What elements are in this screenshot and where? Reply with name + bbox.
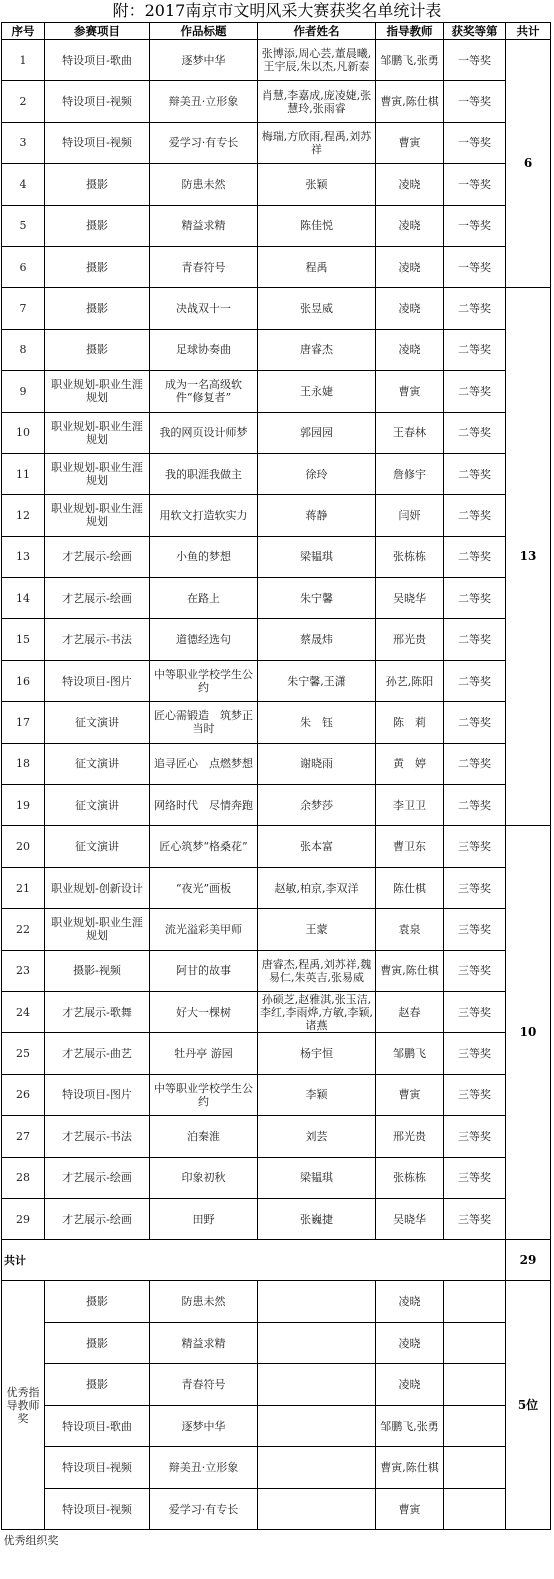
row-no: 24 xyxy=(2,991,45,1032)
group-count: 6 xyxy=(506,40,551,288)
row-work: 在路上 xyxy=(150,578,258,619)
table-row xyxy=(2,329,551,370)
row-work: 泊秦淮 xyxy=(150,1116,258,1157)
table-row xyxy=(2,1157,551,1198)
row-authors: 程禹 xyxy=(258,246,376,287)
row-no: 23 xyxy=(2,950,45,991)
excellent-count: 5位 xyxy=(506,1281,551,1530)
row-work: 逐梦中华 xyxy=(150,40,258,81)
row-award: 三等奖 xyxy=(444,1198,506,1239)
row-authors: 谢晓雨 xyxy=(258,743,376,784)
row-award: 二等奖 xyxy=(444,329,506,370)
award-table xyxy=(1,22,551,1550)
row-teacher: 李卫卫 xyxy=(376,785,444,826)
row-no: 13 xyxy=(2,536,45,577)
row-work: 爱学习·有专长 xyxy=(150,122,258,163)
row-no: 25 xyxy=(2,1033,45,1074)
excellent-row xyxy=(2,1281,551,1323)
row-authors: 王蒙 xyxy=(258,909,376,950)
row-no: 3 xyxy=(2,122,45,163)
table-row xyxy=(2,909,551,950)
row-no: 6 xyxy=(2,246,45,287)
row-project: 摄影 xyxy=(45,164,150,205)
row-authors: 肖慧,李嘉成,庞凌婕,张慧玲,张雨睿 xyxy=(258,81,376,122)
row-no: 9 xyxy=(2,371,45,412)
header-authors: 作者姓名 xyxy=(258,23,376,40)
row-project: 特设项目-视频 xyxy=(45,122,150,163)
row-no: 20 xyxy=(2,826,45,867)
total-label: 共计 xyxy=(2,1240,506,1281)
excellent-teacher: 曹寅 xyxy=(376,1488,444,1530)
row-project: 特设项目-图片 xyxy=(45,660,150,701)
header-award: 获奖等第 xyxy=(444,23,506,40)
table-row xyxy=(2,453,551,494)
row-award: 二等奖 xyxy=(444,702,506,743)
row-teacher: 凌晓 xyxy=(376,246,444,287)
row-work: 田野 xyxy=(150,1198,258,1239)
excellent-teacher: 凌晓 xyxy=(376,1322,444,1364)
row-teacher: 凌晓 xyxy=(376,288,444,329)
row-project: 才艺展示-曲艺 xyxy=(45,1033,150,1074)
row-award: 二等奖 xyxy=(444,412,506,453)
row-authors: 梁韫琪 xyxy=(258,1157,376,1198)
row-authors: 张颖 xyxy=(258,164,376,205)
row-project: 摄影 xyxy=(45,246,150,287)
header-row xyxy=(2,23,551,40)
excellent-award-empty xyxy=(444,1322,506,1364)
row-teacher: 邢光贵 xyxy=(376,1116,444,1157)
row-authors: 余梦莎 xyxy=(258,785,376,826)
row-no: 16 xyxy=(2,660,45,701)
row-no: 27 xyxy=(2,1116,45,1157)
row-no: 7 xyxy=(2,288,45,329)
row-project: 职业规划-职业生涯规划 xyxy=(45,412,150,453)
row-authors: 张博添,周心芸,董晨曦,王宇辰,朱以杰,凡新泰 xyxy=(258,40,376,81)
row-authors: 郭园园 xyxy=(258,412,376,453)
excellent-work: 辩美丑·立形象 xyxy=(150,1447,258,1489)
table-row xyxy=(2,246,551,287)
row-teacher: 张栋栋 xyxy=(376,1157,444,1198)
row-no: 14 xyxy=(2,578,45,619)
row-no: 26 xyxy=(2,1074,45,1115)
excellent-project: 摄影 xyxy=(45,1322,150,1364)
excellent-label: 优秀指导教师奖 xyxy=(2,1281,45,1530)
header-teacher: 指导教师 xyxy=(376,23,444,40)
row-authors: 张昱威 xyxy=(258,288,376,329)
row-work: 匠心需锻造 筑梦正当时 xyxy=(150,702,258,743)
table-row xyxy=(2,785,551,826)
row-teacher: 陈仕棋 xyxy=(376,867,444,908)
row-project: 摄影-视频 xyxy=(45,950,150,991)
row-project: 职业规划-职业生涯规划 xyxy=(45,371,150,412)
row-authors: 王永婕 xyxy=(258,371,376,412)
row-award: 二等奖 xyxy=(444,660,506,701)
row-teacher: 陈 莉 xyxy=(376,702,444,743)
row-teacher: 黄 婷 xyxy=(376,743,444,784)
table-row xyxy=(2,536,551,577)
row-work: 匠心筑梦“格桑花” xyxy=(150,826,258,867)
row-teacher: 赵春 xyxy=(376,991,444,1032)
excellent-project: 特设项目-歌曲 xyxy=(45,1405,150,1447)
row-project: 摄影 xyxy=(45,288,150,329)
row-no: 10 xyxy=(2,412,45,453)
excellent-row xyxy=(2,1405,551,1447)
row-award: 三等奖 xyxy=(444,950,506,991)
row-project: 摄影 xyxy=(45,329,150,370)
row-award: 一等奖 xyxy=(444,81,506,122)
row-project: 职业规划-职业生涯规划 xyxy=(45,909,150,950)
row-authors: 朱 钰 xyxy=(258,702,376,743)
row-teacher: 曹寅 xyxy=(376,371,444,412)
row-award: 二等奖 xyxy=(444,785,506,826)
row-teacher: 曹寅,陈仕棋 xyxy=(376,950,444,991)
table-row xyxy=(2,371,551,412)
row-work: 流光溢彩美甲师 xyxy=(150,909,258,950)
row-work: 我的职涯我做主 xyxy=(150,453,258,494)
total-value: 29 xyxy=(506,1240,551,1281)
row-work: 用软文打造软实力 xyxy=(150,495,258,536)
row-project: 特设项目-歌曲 xyxy=(45,40,150,81)
row-work: 追寻匠心 点燃梦想 xyxy=(150,743,258,784)
row-no: 21 xyxy=(2,867,45,908)
row-teacher: 吴晓华 xyxy=(376,578,444,619)
row-authors: 刘芸 xyxy=(258,1116,376,1157)
table-row xyxy=(2,702,551,743)
row-teacher: 曹寅 xyxy=(376,1074,444,1115)
row-work: 小鱼的梦想 xyxy=(150,536,258,577)
row-teacher: 曹寅,陈仕棋 xyxy=(376,81,444,122)
row-work: “夜光”画板 xyxy=(150,867,258,908)
excellent-teacher: 曹寅,陈仕棋 xyxy=(376,1447,444,1489)
row-project: 才艺展示-绘画 xyxy=(45,578,150,619)
row-project: 征文演讲 xyxy=(45,702,150,743)
row-work: 足球协奏曲 xyxy=(150,329,258,370)
row-teacher: 闫妍 xyxy=(376,495,444,536)
excellent-authors-empty xyxy=(258,1405,376,1447)
excellent-work: 精益求精 xyxy=(150,1322,258,1364)
excellent-row xyxy=(2,1447,551,1489)
row-award: 二等奖 xyxy=(444,743,506,784)
row-award: 二等奖 xyxy=(444,288,506,329)
table-row xyxy=(2,1198,551,1239)
footer-row xyxy=(2,1530,551,1550)
table-row xyxy=(2,743,551,784)
row-no: 15 xyxy=(2,619,45,660)
row-project: 才艺展示-绘画 xyxy=(45,1157,150,1198)
row-work: 我的网页设计师梦 xyxy=(150,412,258,453)
table-row xyxy=(2,660,551,701)
row-teacher: 袁泉 xyxy=(376,909,444,950)
header-no: 序号 xyxy=(2,23,45,40)
excellent-work: 逐梦中华 xyxy=(150,1405,258,1447)
row-no: 28 xyxy=(2,1157,45,1198)
total-row xyxy=(2,1240,551,1281)
row-teacher: 王春林 xyxy=(376,412,444,453)
excellent-award-empty xyxy=(444,1405,506,1447)
page-title: 附：2017南京市文明风采大赛获奖名单统计表 xyxy=(112,1,442,20)
row-no: 1 xyxy=(2,40,45,81)
row-award: 一等奖 xyxy=(444,205,506,246)
table-row xyxy=(2,40,551,81)
table-row xyxy=(2,1074,551,1115)
excellent-teacher: 凌晓 xyxy=(376,1364,444,1406)
row-project: 才艺展示-绘画 xyxy=(45,1198,150,1239)
table-row xyxy=(2,867,551,908)
excellent-project: 摄影 xyxy=(45,1364,150,1406)
row-no: 29 xyxy=(2,1198,45,1239)
row-project: 征文演讲 xyxy=(45,785,150,826)
row-project: 征文演讲 xyxy=(45,826,150,867)
excellent-project: 特设项目-视频 xyxy=(45,1488,150,1530)
table-row xyxy=(2,950,551,991)
row-teacher: 孙艺,陈阳 xyxy=(376,660,444,701)
row-project: 征文演讲 xyxy=(45,743,150,784)
row-teacher: 曹寅 xyxy=(376,122,444,163)
excellent-award-empty xyxy=(444,1488,506,1530)
row-teacher: 吴晓华 xyxy=(376,1198,444,1239)
excellent-authors-empty xyxy=(258,1447,376,1489)
footer-label: 优秀组织奖 xyxy=(2,1530,551,1550)
table-row xyxy=(2,495,551,536)
row-no: 2 xyxy=(2,81,45,122)
row-teacher: 凌晓 xyxy=(376,164,444,205)
row-award: 二等奖 xyxy=(444,619,506,660)
header-project: 参赛项目 xyxy=(45,23,150,40)
row-work: 辩美丑·立形象 xyxy=(150,81,258,122)
award-table-body xyxy=(2,23,551,1550)
row-award: 一等奖 xyxy=(444,246,506,287)
excellent-authors-empty xyxy=(258,1281,376,1323)
row-award: 一等奖 xyxy=(444,40,506,81)
row-no: 11 xyxy=(2,453,45,494)
table-row xyxy=(2,619,551,660)
group-count: 10 xyxy=(506,826,551,1240)
table-row xyxy=(2,991,551,1032)
row-award: 三等奖 xyxy=(444,909,506,950)
row-authors: 陈佳悦 xyxy=(258,205,376,246)
row-teacher: 凌晓 xyxy=(376,205,444,246)
row-project: 才艺展示-书法 xyxy=(45,619,150,660)
row-work: 阿甘的故事 xyxy=(150,950,258,991)
row-award: 三等奖 xyxy=(444,1116,506,1157)
table-row xyxy=(2,164,551,205)
excellent-teacher: 邹鹏飞,张勇 xyxy=(376,1405,444,1447)
table-row xyxy=(2,81,551,122)
table-row xyxy=(2,1033,551,1074)
row-authors: 张本富 xyxy=(258,826,376,867)
row-award: 二等奖 xyxy=(444,536,506,577)
table-row xyxy=(2,205,551,246)
row-authors: 张巍捷 xyxy=(258,1198,376,1239)
header-count: 共计 xyxy=(506,23,551,40)
row-award: 三等奖 xyxy=(444,826,506,867)
row-authors: 朱宁馨 xyxy=(258,578,376,619)
row-work: 好大一棵树 xyxy=(150,991,258,1032)
row-award: 三等奖 xyxy=(444,991,506,1032)
row-work: 牡丹亭 游园 xyxy=(150,1033,258,1074)
row-no: 12 xyxy=(2,495,45,536)
row-authors: 蔡晟炜 xyxy=(258,619,376,660)
table-row xyxy=(2,826,551,867)
row-project: 职业规划-职业生涯规划 xyxy=(45,453,150,494)
row-award: 三等奖 xyxy=(444,1074,506,1115)
row-no: 17 xyxy=(2,702,45,743)
row-work: 防患未然 xyxy=(150,164,258,205)
row-no: 8 xyxy=(2,329,45,370)
excellent-authors-empty xyxy=(258,1488,376,1530)
row-authors: 蒋静 xyxy=(258,495,376,536)
excellent-row xyxy=(2,1322,551,1364)
table-row xyxy=(2,578,551,619)
row-work: 道德经选句 xyxy=(150,619,258,660)
row-work: 印象初秋 xyxy=(150,1157,258,1198)
row-teacher: 张栋栋 xyxy=(376,536,444,577)
row-award: 一等奖 xyxy=(444,122,506,163)
excellent-work: 防患未然 xyxy=(150,1281,258,1323)
table-row xyxy=(2,288,551,329)
excellent-work: 爱学习·有专长 xyxy=(150,1488,258,1530)
row-teacher: 邢光贵 xyxy=(376,619,444,660)
row-teacher: 邹鹏飞,张勇 xyxy=(376,40,444,81)
row-authors: 朱宁馨,王潇 xyxy=(258,660,376,701)
row-authors: 唐睿杰 xyxy=(258,329,376,370)
row-authors: 梅瑞,方欣雨,程禹,刘苏祥 xyxy=(258,122,376,163)
row-project: 特设项目-视频 xyxy=(45,81,150,122)
row-no: 22 xyxy=(2,909,45,950)
row-no: 18 xyxy=(2,743,45,784)
excellent-award-empty xyxy=(444,1447,506,1489)
excellent-project: 特设项目-视频 xyxy=(45,1447,150,1489)
row-authors: 杨宇恒 xyxy=(258,1033,376,1074)
excellent-work: 青春符号 xyxy=(150,1364,258,1406)
row-no: 5 xyxy=(2,205,45,246)
row-work: 中等职业学校学生公约 xyxy=(150,1074,258,1115)
excellent-project: 摄影 xyxy=(45,1281,150,1323)
row-work: 成为一名高级软件“修复者” xyxy=(150,371,258,412)
row-authors: 李颖 xyxy=(258,1074,376,1115)
row-project: 才艺展示-歌舞 xyxy=(45,991,150,1032)
row-award: 三等奖 xyxy=(444,1157,506,1198)
header-work: 作品标题 xyxy=(150,23,258,40)
row-work: 网络时代 尽情奔跑 xyxy=(150,785,258,826)
row-award: 三等奖 xyxy=(444,1033,506,1074)
row-award: 二等奖 xyxy=(444,495,506,536)
row-authors: 赵敏,柏京,李双洋 xyxy=(258,867,376,908)
row-project: 职业规划-职业生涯规划 xyxy=(45,495,150,536)
row-authors: 孙硕芝,赵雅淇,张玉洁,李红,李雨烨,方敏,李颖,诸燕 xyxy=(258,991,376,1032)
excellent-award-empty xyxy=(444,1364,506,1406)
row-teacher: 詹修宇 xyxy=(376,453,444,494)
row-award: 二等奖 xyxy=(444,453,506,494)
row-teacher: 邹鹏飞 xyxy=(376,1033,444,1074)
row-award: 一等奖 xyxy=(444,164,506,205)
row-authors: 唐睿杰,程禹,刘苏祥,魏易仁,朱英吉,张易威 xyxy=(258,950,376,991)
row-project: 摄影 xyxy=(45,205,150,246)
excellent-authors-empty xyxy=(258,1322,376,1364)
table-row xyxy=(2,1116,551,1157)
row-authors: 梁韫琪 xyxy=(258,536,376,577)
row-teacher: 凌晓 xyxy=(376,329,444,370)
row-work: 中等职业学校学生公约 xyxy=(150,660,258,701)
table-row xyxy=(2,412,551,453)
excellent-authors-empty xyxy=(258,1364,376,1406)
row-authors: 徐玲 xyxy=(258,453,376,494)
row-work: 青春符号 xyxy=(150,246,258,287)
row-award: 二等奖 xyxy=(444,371,506,412)
group-count: 13 xyxy=(506,288,551,826)
excellent-teacher: 凌晓 xyxy=(376,1281,444,1323)
row-project: 职业规划-创新设计 xyxy=(45,867,150,908)
row-project: 才艺展示-绘画 xyxy=(45,536,150,577)
excellent-row xyxy=(2,1488,551,1530)
row-work: 决战双十一 xyxy=(150,288,258,329)
row-project: 特设项目-图片 xyxy=(45,1074,150,1115)
row-award: 二等奖 xyxy=(444,578,506,619)
table-row xyxy=(2,122,551,163)
excellent-award-empty xyxy=(444,1281,506,1323)
excellent-row xyxy=(2,1364,551,1406)
row-project: 才艺展示-书法 xyxy=(45,1116,150,1157)
row-work: 精益求精 xyxy=(150,205,258,246)
row-award: 三等奖 xyxy=(444,867,506,908)
row-teacher: 曹卫东 xyxy=(376,826,444,867)
row-no: 4 xyxy=(2,164,45,205)
row-no: 19 xyxy=(2,785,45,826)
